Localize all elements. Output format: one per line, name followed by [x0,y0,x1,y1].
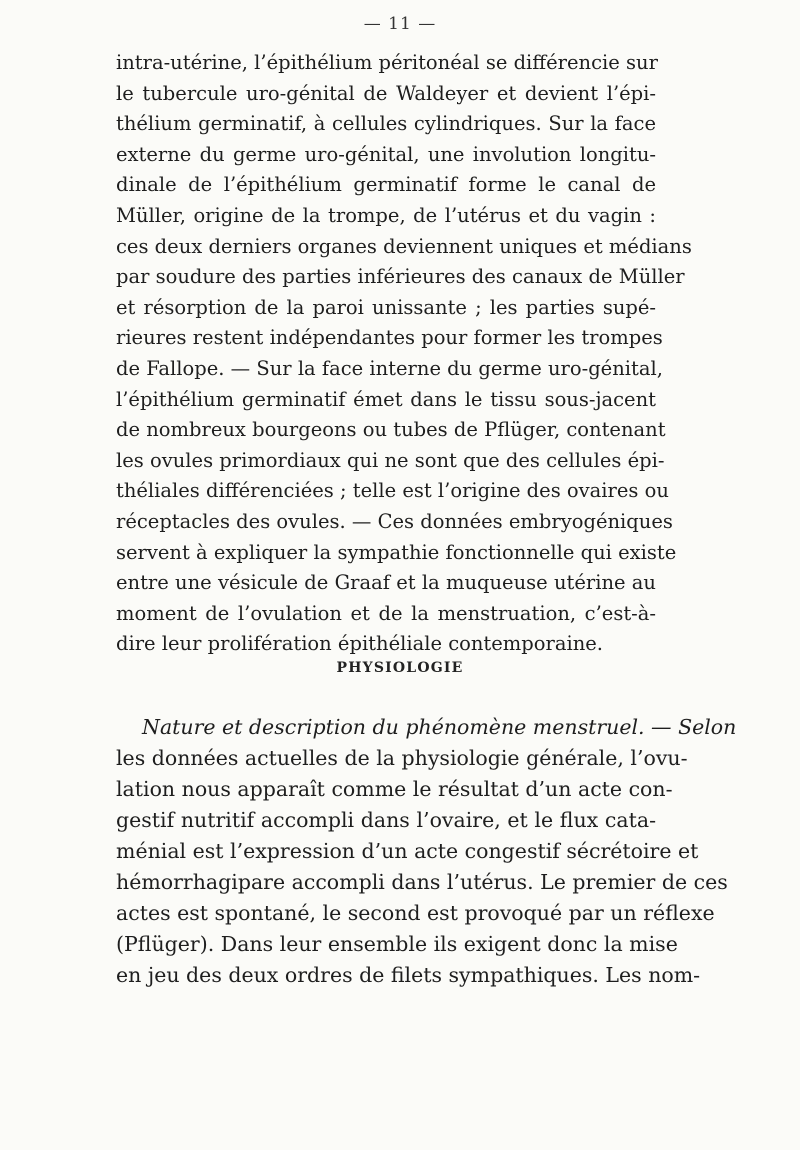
text-line: le tubercule uro-génital de Waldeyer et devient l’épi- [116,81,656,105]
text-line: en jeu des deux ordres de filets sympathiques. Les nom- [116,963,701,987]
text-line: (Pflüger). Dans leur ensemble ils exigent donc la mise [116,932,678,956]
text-line: moment de l’ovulation et de la menstruation, c’est-à- [116,601,656,625]
paragraph-menstrual-phenomenon [116,712,737,991]
text-line: théliales différenciées ; telle est l’origine des ovaires ou [116,479,669,503]
text-line: externe du germe uro-génital, une involution longitu- [116,142,656,166]
text-line: actes est spontané, le second est provoqué par un réflexe [116,901,715,925]
text-line: intra-utérine, l’épithélium péritonéal se différencie sur [116,51,658,74]
text-line: l’épithélium germinatif émet dans le tissu sous-jacent [116,387,656,411]
text-line: et résorption de la paroi unissante ; les parties supé- [116,295,656,319]
text-line: hémorrhagipare accompli dans l’utérus. Le premier de ces [116,870,728,894]
text-line: dire leur prolifération épithéliale contemporaine. [116,632,603,656]
text-line: réceptacles des ovules. — Ces données embryogéniques [116,509,673,533]
text-line: dinale de l’épithélium germinatif forme le canal de [116,173,656,197]
text-line: servent à expliquer la sympathie fonctionnelle qui existe [116,540,677,564]
text-line: de Fallope. — Sur la face interne du germe uro-génital, [116,356,663,380]
text-line-with-italic-title: Nature et description du phénomène menstruel. — Selon [142,715,737,739]
text-line: rieures restent indépendantes pour former les trompes [116,326,663,350]
text-line: thélium germinatif, à cellules cylindriques. Sur la face [116,112,656,136]
paragraph-embryology [116,48,692,660]
section-heading: PHYSIOLOGIE [336,660,464,676]
text-line: ces deux derniers organes deviennent uniques et médians [116,234,692,258]
page-number: — 11 — [363,14,437,34]
text-line: ménial est l’expression d’un acte congestif sécrétoire et [116,839,699,863]
text-line: les données actuelles de la physiologie générale, l’ovu- [116,746,688,770]
text-line: par soudure des parties inférieures des canaux de Müller [116,265,685,289]
text-line: les ovules primordiaux qui ne sont que des cellules épi- [116,448,665,472]
text-line: Müller, origine de la trompe, de l’utérus et du vagin : [116,203,656,227]
text-line: lation nous apparaît comme le résultat d’un acte con- [116,777,673,801]
text-line: gestif nutritif accompli dans l’ovaire, et le flux cata- [116,808,656,832]
text-line: entre une vésicule de Graaf et la muqueuse utérine au [116,571,656,595]
text-line: de nombreux bourgeons ou tubes de Pflüger, contenant [116,418,666,442]
